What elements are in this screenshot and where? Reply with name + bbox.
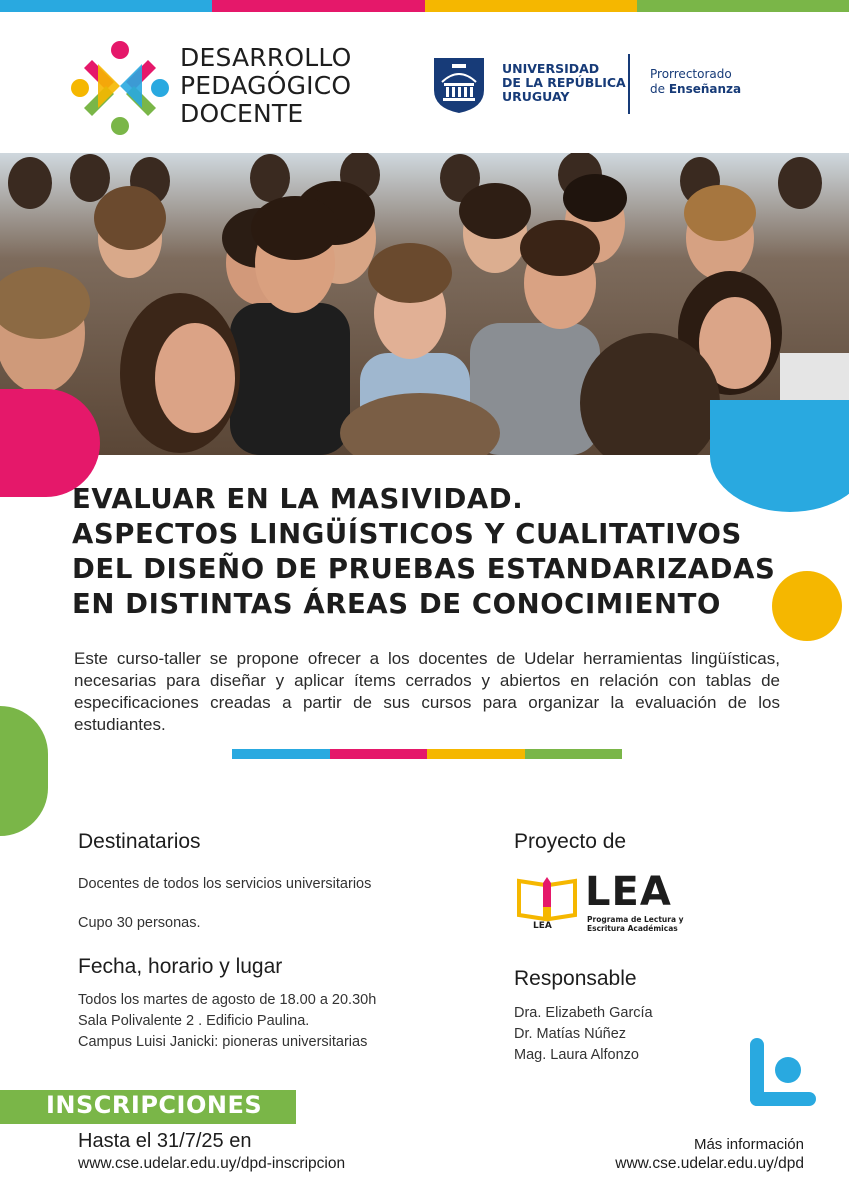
prorrectorado-label [650,67,741,97]
top-color-strip [0,0,849,12]
divider-color-strip [232,749,622,759]
fecha-line2: Sala Polivalente 2 . Edificio Paulina. [78,1013,310,1029]
deadline-text: Hasta el 31/7/25 en [78,1130,252,1152]
fecha-line3: Campus Luisi Janicki: pioneras universitarias [78,1034,368,1050]
strip-green [637,0,849,12]
responsable-person3: Mag. Laura Alfonzo [514,1047,639,1063]
lea-big-label: LEA [585,869,672,915]
strip-magenta [212,0,424,12]
dpd-title [180,44,352,128]
green-circle [0,706,48,836]
destinatarios-heading: Destinatarios [78,830,201,853]
title-line2: ASPECTOS LINGÜÍSTICOS Y CUALITATIVOS [72,518,742,550]
course-title [72,482,812,622]
l-brand-icon [748,1036,818,1108]
info-url-link[interactable]: www.cse.udelar.edu.uy/dpd [615,1155,804,1172]
dpd-logo-icon [70,40,170,135]
title-line3: DEL DISEÑO DE PRUEBAS ESTANDARIZADAS [72,553,776,585]
inscription-url-link[interactable]: www.cse.udelar.edu.uy/dpd-inscripcion [78,1155,346,1172]
responsable-heading: Responsable [514,967,637,990]
dpd-title-line1: DESARROLLO [180,43,352,72]
responsable-person1: Dra. Elizabeth García [514,1005,653,1021]
proyecto-heading: Proyecto de [514,830,627,853]
lea-small-label: LEA [533,921,552,931]
lea-sub2: Escritura Académicas [587,924,678,933]
divider-green [525,749,623,759]
destinatarios-text: Docentes de todos los servicios universitarios [78,876,372,892]
udelar-line3: URUGUAY [502,89,570,104]
dpd-title-line2: PEDAGÓGICO [180,71,352,100]
udelar-line2: DE LA REPÚBLICA [502,75,626,90]
divider-yellow [427,749,525,759]
lea-subtitle [587,915,684,933]
dpd-title-line3: DOCENTE [180,99,304,128]
magenta-circle [0,389,100,497]
prorrect-de: de [650,82,669,96]
prorrect-line1: Prorrectorado [650,67,732,81]
fecha-heading: Fecha, horario y lugar [78,955,283,978]
prorrect-bold: Enseñanza [668,82,742,96]
lea-sub1: Programa de Lectura y [587,915,684,924]
header-divider [628,54,630,114]
more-info-label: Más información [693,1136,804,1153]
strip-blue [0,0,212,12]
cupo-text: Cupo 30 personas. [78,915,201,931]
inscripciones-label: INSCRIPCIONES [46,1091,263,1119]
udelar-line1: UNIVERSIDAD [502,61,600,76]
divider-blue [232,749,330,759]
lea-logo [515,869,685,937]
title-line4: EN DISTINTAS ÁREAS DE CONOCIMIENTO [72,588,721,620]
udelar-seal-icon [432,56,486,114]
responsable-person2: Dr. Matías Núñez [514,1026,627,1042]
fecha-line1: Todos los martes de agosto de 18.00 a 20.30h [78,992,377,1008]
strip-yellow [425,0,637,12]
title-line1: EVALUAR EN LA MASIVIDAD. [72,483,524,515]
course-description: Este curso-taller se propone ofrecer a los docentes de Udelar herramientas lingüísticas, necesarias para diseñar y aplicar ítems cerrados y abiertos en relación con tablas de especificaciones creadas a partir de sus cursos para organizar la evaluación de los estudiantes. [74,649,780,734]
udelar-name [502,62,626,104]
divider-magenta [330,749,428,759]
